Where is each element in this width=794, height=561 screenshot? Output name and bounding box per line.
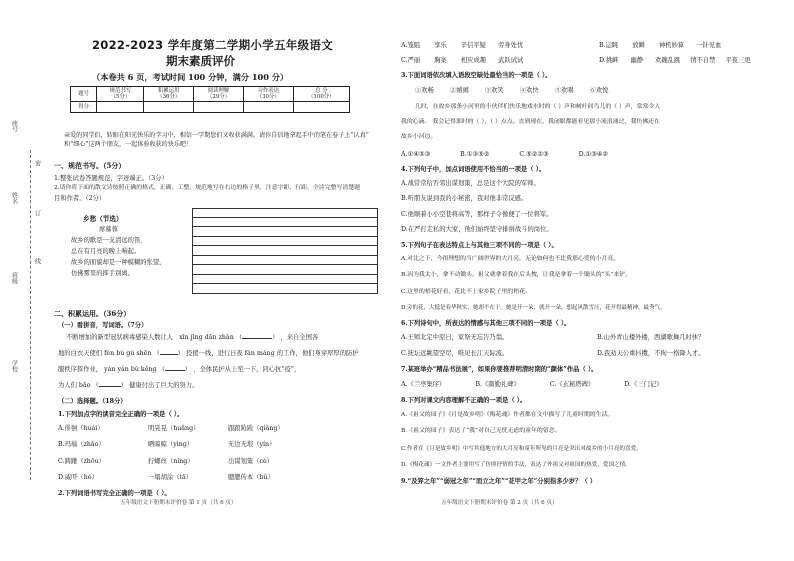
sub1-text: ，全体民护从上至一下，同心抗“疫”， xyxy=(193,366,301,373)
sub1-text: 健康付出了巨大的努力。 xyxy=(129,382,199,389)
sub1-line1 xyxy=(66,334,318,342)
exam-subtitle-title: 期末素质评价 xyxy=(166,54,235,68)
answer-blank[interactable]: （ ） xyxy=(153,350,185,357)
poem-line: 故乡的歌是一支清远的笛， xyxy=(71,237,147,245)
score-header-cell: 积累运用 （36分） xyxy=(144,87,194,102)
poem-line: 仿佛雾里的挥手别离。 xyxy=(71,269,134,277)
option-word: 幽静 xyxy=(630,57,644,64)
side-label-name: 姓名 xyxy=(10,192,18,204)
score-header-cell: 总 分 （100分） xyxy=(293,87,349,102)
q1-option-d-word: 一塌胡涂（tā） xyxy=(148,474,193,481)
writing-grid-row[interactable] xyxy=(192,246,378,256)
sub1-text: 为人们 xyxy=(58,382,77,389)
section1-req2: 2.请你将下面的散文诗按照正确的格式，正确、工整，规范地写在右边的格子里，注意字距、行距，全诗完整写清楚题 xyxy=(54,185,361,191)
sub1-text: 服秩序挥作业， xyxy=(58,366,103,373)
sub1-text: 地的白衣天使们 xyxy=(58,350,103,357)
q6-option-c[interactable]: C.抚坛远眺望空尽，唯见长江天际流。 xyxy=(401,350,509,357)
writing-grid-row[interactable] xyxy=(192,275,378,285)
intro-line: 亲爱的同学们，转眼在阳光快乐的学习中，相信一学期您们又收获满满。请你自信地拿起手中的笔在卷子上“认真” xyxy=(64,132,369,139)
score-cell[interactable] xyxy=(97,102,144,113)
poem-title: 乡愁（节选） xyxy=(83,215,123,223)
q1-option-a-word: 跟踉跄跄（qiàng） xyxy=(228,425,284,432)
q1-option-c-word: 出谋划策（cè） xyxy=(228,458,274,465)
q4-option-b[interactable]: B.听朋友说到我的小秘密，我对他非常反感。 xyxy=(401,195,528,202)
question-3: 3.下面词语依次填入语段空缺处最恰当的一项是（ ）。 xyxy=(401,72,552,79)
q3-passage: 儿时，在故乡那条小河里的小伙伴们快乐地戏水时的（ ）声和树叶间鸟儿的（ ）声，常常令人 xyxy=(415,104,661,110)
answer-blank[interactable]: （ ） xyxy=(158,366,192,373)
binding-label-bind: 订 xyxy=(33,210,41,216)
writing-grid-row[interactable] xyxy=(192,284,378,294)
q3-word-bank xyxy=(415,87,608,95)
pinyin-prompt: yán yán bù kěnɡ xyxy=(104,366,157,373)
q7-option-d[interactable]: D.《三门记》 xyxy=(624,381,663,388)
q8-option-c[interactable]: C.作者在《月是故乡明》中写其他地方的大月亮和童年所见的月亮是突出对故乡的小月亮的喜爱。 xyxy=(401,446,642,452)
q8-option-b[interactable]: B.《祖父的园子》表达了“我”对自己无忧无虑的童年的留恋。 xyxy=(401,428,561,434)
section1-heading: 一、规范书写。（5分） xyxy=(54,161,126,170)
answer-blank[interactable]: （ ） xyxy=(235,334,279,341)
q3-passage: 故乡小河边。 xyxy=(401,134,437,140)
q6-option-b[interactable]: B.山外青山楼外楼，西湖歌舞几时休？ xyxy=(597,334,705,341)
option-word: 辛信平疑 xyxy=(460,42,486,49)
sub1-text: 的工作，他们身穿厚厚的防护 xyxy=(276,350,359,357)
writing-grid-row[interactable] xyxy=(192,218,378,228)
option-word: 欢蹦乱跳 xyxy=(655,57,681,64)
writing-grid-row[interactable] xyxy=(192,237,378,247)
q3-option-c[interactable]: C.⑤②②③ xyxy=(519,151,549,158)
option-word: C.严丽 xyxy=(401,57,421,64)
side-label-seat: 座号 xyxy=(10,120,18,132)
side-label-class: 班级 xyxy=(10,272,18,284)
option-word: 武跃试试 xyxy=(498,57,524,64)
question-8: 8.下列对课文内容理解不正确的一项是（ ）。 xyxy=(401,397,527,404)
poem-line: 总在有月亮的晚上响起。 xyxy=(71,247,141,255)
sub1-line3 xyxy=(58,366,300,374)
option-word: 一针见血 xyxy=(696,42,722,49)
q8-option-a[interactable]: A.《祖父的园子》《月是故乡明》《梅花魂》作者都在文中描写了儿童时期的生活。 xyxy=(401,412,614,418)
q8-option-d[interactable]: D.《梅花魂》一文作者主要用写了仿照抒情的手法，表达了外祖父对祖国的热爱、爱国之情。 xyxy=(401,462,631,468)
q1-option-b[interactable]: B.玛瑙（zhǎo） xyxy=(58,441,105,448)
q3-options xyxy=(401,151,608,159)
option-word: B.运眺 xyxy=(599,42,619,49)
score-header-cell: 习作表达 （30分） xyxy=(243,87,293,102)
q2-option-a[interactable] xyxy=(401,42,523,50)
option-word: 劳身处忧 xyxy=(497,42,524,49)
writing-grid-row[interactable] xyxy=(192,227,378,237)
binding-label-line: 线 xyxy=(33,258,41,264)
q7-option-b[interactable]: B.《颜勤礼碑》 xyxy=(475,381,520,388)
q5-option-c[interactable]: C.这里的梧花好看，花比不上家乡院子里的梧花。 xyxy=(401,289,531,295)
intro-note xyxy=(64,132,384,150)
pinyin-prompt: xīn jīng dǎn zhàn xyxy=(179,334,234,341)
q5-option-b[interactable]: B.因为我太小，拿不动锄头，祖父就拿着我在后头拽，让我是拿着一个锄头的“头”来铲。 xyxy=(401,272,632,278)
option-word: 神机妙算 xyxy=(658,42,685,49)
exam-title: 2022-2023 学年度第二学期小学五年级语文 xyxy=(92,38,333,52)
writing-grid-row[interactable] xyxy=(192,208,378,218)
score-header-cell: 阅读理解 （29分） xyxy=(194,87,244,102)
q6-option-a[interactable]: A.王师北定中原日，家祭无忘告乃翁。 xyxy=(401,334,509,341)
q1-option-b-word: 无边无垠（yín） xyxy=(228,441,276,448)
sub2-heading: （二）选择题。（18分） xyxy=(58,398,127,405)
option-word: 相应成趣 xyxy=(460,57,487,64)
word-bank-item: ⑥欢悦 xyxy=(589,87,609,94)
binding-label-seal: 密 xyxy=(33,160,41,166)
sub1-text: 不断增加的新型冠状病毒感染人数让人 xyxy=(66,334,174,341)
exam-info: （本卷共 6 页，考试时间 100 分钟，满分 100 分） xyxy=(92,72,289,82)
section2-heading: 二、积累运用。（36分） xyxy=(54,309,131,318)
option-word: D.挑衅 xyxy=(599,57,619,64)
score-cell[interactable] xyxy=(243,102,293,113)
score-table xyxy=(70,86,350,113)
page-footer-right: 五年级语文下册期末评价卷 第 2 页（共 6 页） xyxy=(441,500,558,506)
word-bank-item: ④欢快 xyxy=(519,87,539,94)
binding-line xyxy=(30,150,31,480)
q3-passage: 我的心滴。 我会记得那时的（ ）、（ ）点点。直到现在，我闭眼都能看见那小流浪涌过，我仿佛还在 xyxy=(401,119,660,125)
word-bank-item: ⑤欢唱 xyxy=(554,87,574,94)
q5-option-d[interactable]: D.旁的花，大抵是春华秋实，她却不在于。她是开一朵，就开一朵，想起风散雪压，花开得最精神，最秀气。 xyxy=(401,305,666,311)
pinyin-prompt: fán máng xyxy=(244,350,275,357)
q7-options xyxy=(401,381,663,389)
score-row-label: 得分 xyxy=(71,102,97,113)
score-cell[interactable] xyxy=(194,102,244,113)
intro-line: 和“细心”这两个朋友，一起体验收获的快乐吧！ xyxy=(64,140,193,148)
right-page xyxy=(397,0,794,561)
side-label-school: 学校 xyxy=(10,360,18,372)
pinyin-prompt: bǎo xyxy=(78,382,91,389)
q2-option-d[interactable] xyxy=(599,57,751,65)
answer-blank[interactable]: （ ） xyxy=(92,382,128,389)
q1-option-b-word: 晒晾晾（yìng） xyxy=(148,441,194,448)
writing-grid-row[interactable] xyxy=(192,256,378,266)
poem xyxy=(71,212,165,278)
question-9: 9.“及笄之年”“弱冠之年”“而立之年”“花甲之年”分别指多少岁？（ ） xyxy=(401,478,597,485)
q6-option-d[interactable]: D.我劝天公重抖擞，不拘一格降人才。 xyxy=(597,350,705,357)
q4-option-d[interactable]: D.在严打走私的大家，他们始终坚守排拼战斗的岗位。 xyxy=(401,226,553,233)
q1-option-d[interactable]: D.威吓（hè） xyxy=(58,474,98,481)
q1-option-a-word: 明晃晃（huǎng） xyxy=(148,425,200,432)
q7-option-a[interactable]: A.《兰亭集序》 xyxy=(401,381,446,388)
option-word: 胸案 xyxy=(434,57,447,64)
word-bank-item: ①欢畅 xyxy=(415,87,434,94)
q7-option-c[interactable]: C.《玄秘塔碑》 xyxy=(549,381,595,388)
option-word: A.笼阻 xyxy=(401,42,421,49)
q4-option-c[interactable]: C.他顺着小小空巷将高等，那样子令像便了一位将军。 xyxy=(401,211,553,218)
sub1-line2 xyxy=(58,350,359,358)
section1-req2b: 目和作者。（2分） xyxy=(54,195,106,202)
word-bank-item: ②嬉闹 xyxy=(449,87,469,94)
q5-option-a[interactable]: A.对比之下，今很理想的当广阔世界的大月亮，无论如何也不比我那心爱的小月亮。 xyxy=(401,256,620,262)
writing-grid-row[interactable] xyxy=(192,265,378,275)
score-table-row xyxy=(71,102,350,113)
poem-author: 席慕蓉 xyxy=(99,226,118,234)
question-7: 7.某班举办“精品书法展”，如果你要推荐明清时期的“颜体”作品（ ）。 xyxy=(401,366,598,373)
word-bank-item: ③欢笑 xyxy=(484,87,504,94)
poem-line: 故乡的面貌却是一种模糊的怅望， xyxy=(71,258,166,266)
q1-option-c-word: 拧螺丝（níng） xyxy=(148,458,194,465)
sub1-text: 投援一线，进行日夜 xyxy=(186,350,243,357)
q4-option-a[interactable]: A.战常常给否邻出谋划策，总是这个大院的军师。 xyxy=(401,180,540,187)
q1-option-a[interactable]: A.徘徊（huái） xyxy=(58,425,104,432)
page-footer-left: 五年级语文下册期末评价卷 第 1 页（共 6 页） xyxy=(120,500,237,506)
question-6: 6.下列诗句中，所表达的情感与其他三项不同的一项是（ ）。 xyxy=(401,320,571,327)
section1-req1: 1.整张试卷答题规范，字迹端正。（3分） xyxy=(54,175,168,182)
q1-option-d-word: 腮腮传本（bǔ） xyxy=(228,474,274,481)
sub1-line4 xyxy=(58,382,198,390)
question-2: 2.下列词语书写完全正确的一项是（ ）。 xyxy=(58,490,171,497)
pinyin-prompt: fèn bù gù shēn xyxy=(104,350,152,357)
option-word: 情不自禁 xyxy=(690,57,716,64)
question-1: 1.下列加点字的读音完全正确的一项是（ ）。 xyxy=(58,411,184,418)
question-4: 4.下列句子中，加点词语使用不恰当的一项是（ ）。 xyxy=(401,166,546,173)
q3-option-d[interactable]: D.①③④② xyxy=(578,151,608,158)
score-cell[interactable] xyxy=(293,102,349,113)
sub1-heading: （一）看拼音，写词语。（7分） xyxy=(58,322,148,329)
q3-option-a[interactable]: A.①④⑤③ xyxy=(401,151,431,158)
score-header-cell: 规范书写 （5分） xyxy=(97,87,144,102)
score-table-header xyxy=(71,87,350,102)
sub1-text: ，来自全国各 xyxy=(280,334,319,341)
option-word: 放瞬 xyxy=(632,42,645,49)
q3-option-b[interactable]: B.①③⑤② xyxy=(460,151,490,158)
writing-grid[interactable] xyxy=(192,208,378,294)
score-cell[interactable] xyxy=(144,102,194,113)
q2-option-c[interactable] xyxy=(401,57,523,65)
question-5: 5.下列句子在表达特点上与其他三项不同的一项是（ ）。 xyxy=(401,242,558,249)
q2-option-b[interactable] xyxy=(599,42,721,50)
q1-option-c[interactable]: C.踌躇（zhōu） xyxy=(58,458,106,465)
option-word: 享乐 xyxy=(434,42,447,49)
score-header-cell: 题号 xyxy=(71,87,97,102)
option-word: 平夜三更 xyxy=(725,57,751,64)
